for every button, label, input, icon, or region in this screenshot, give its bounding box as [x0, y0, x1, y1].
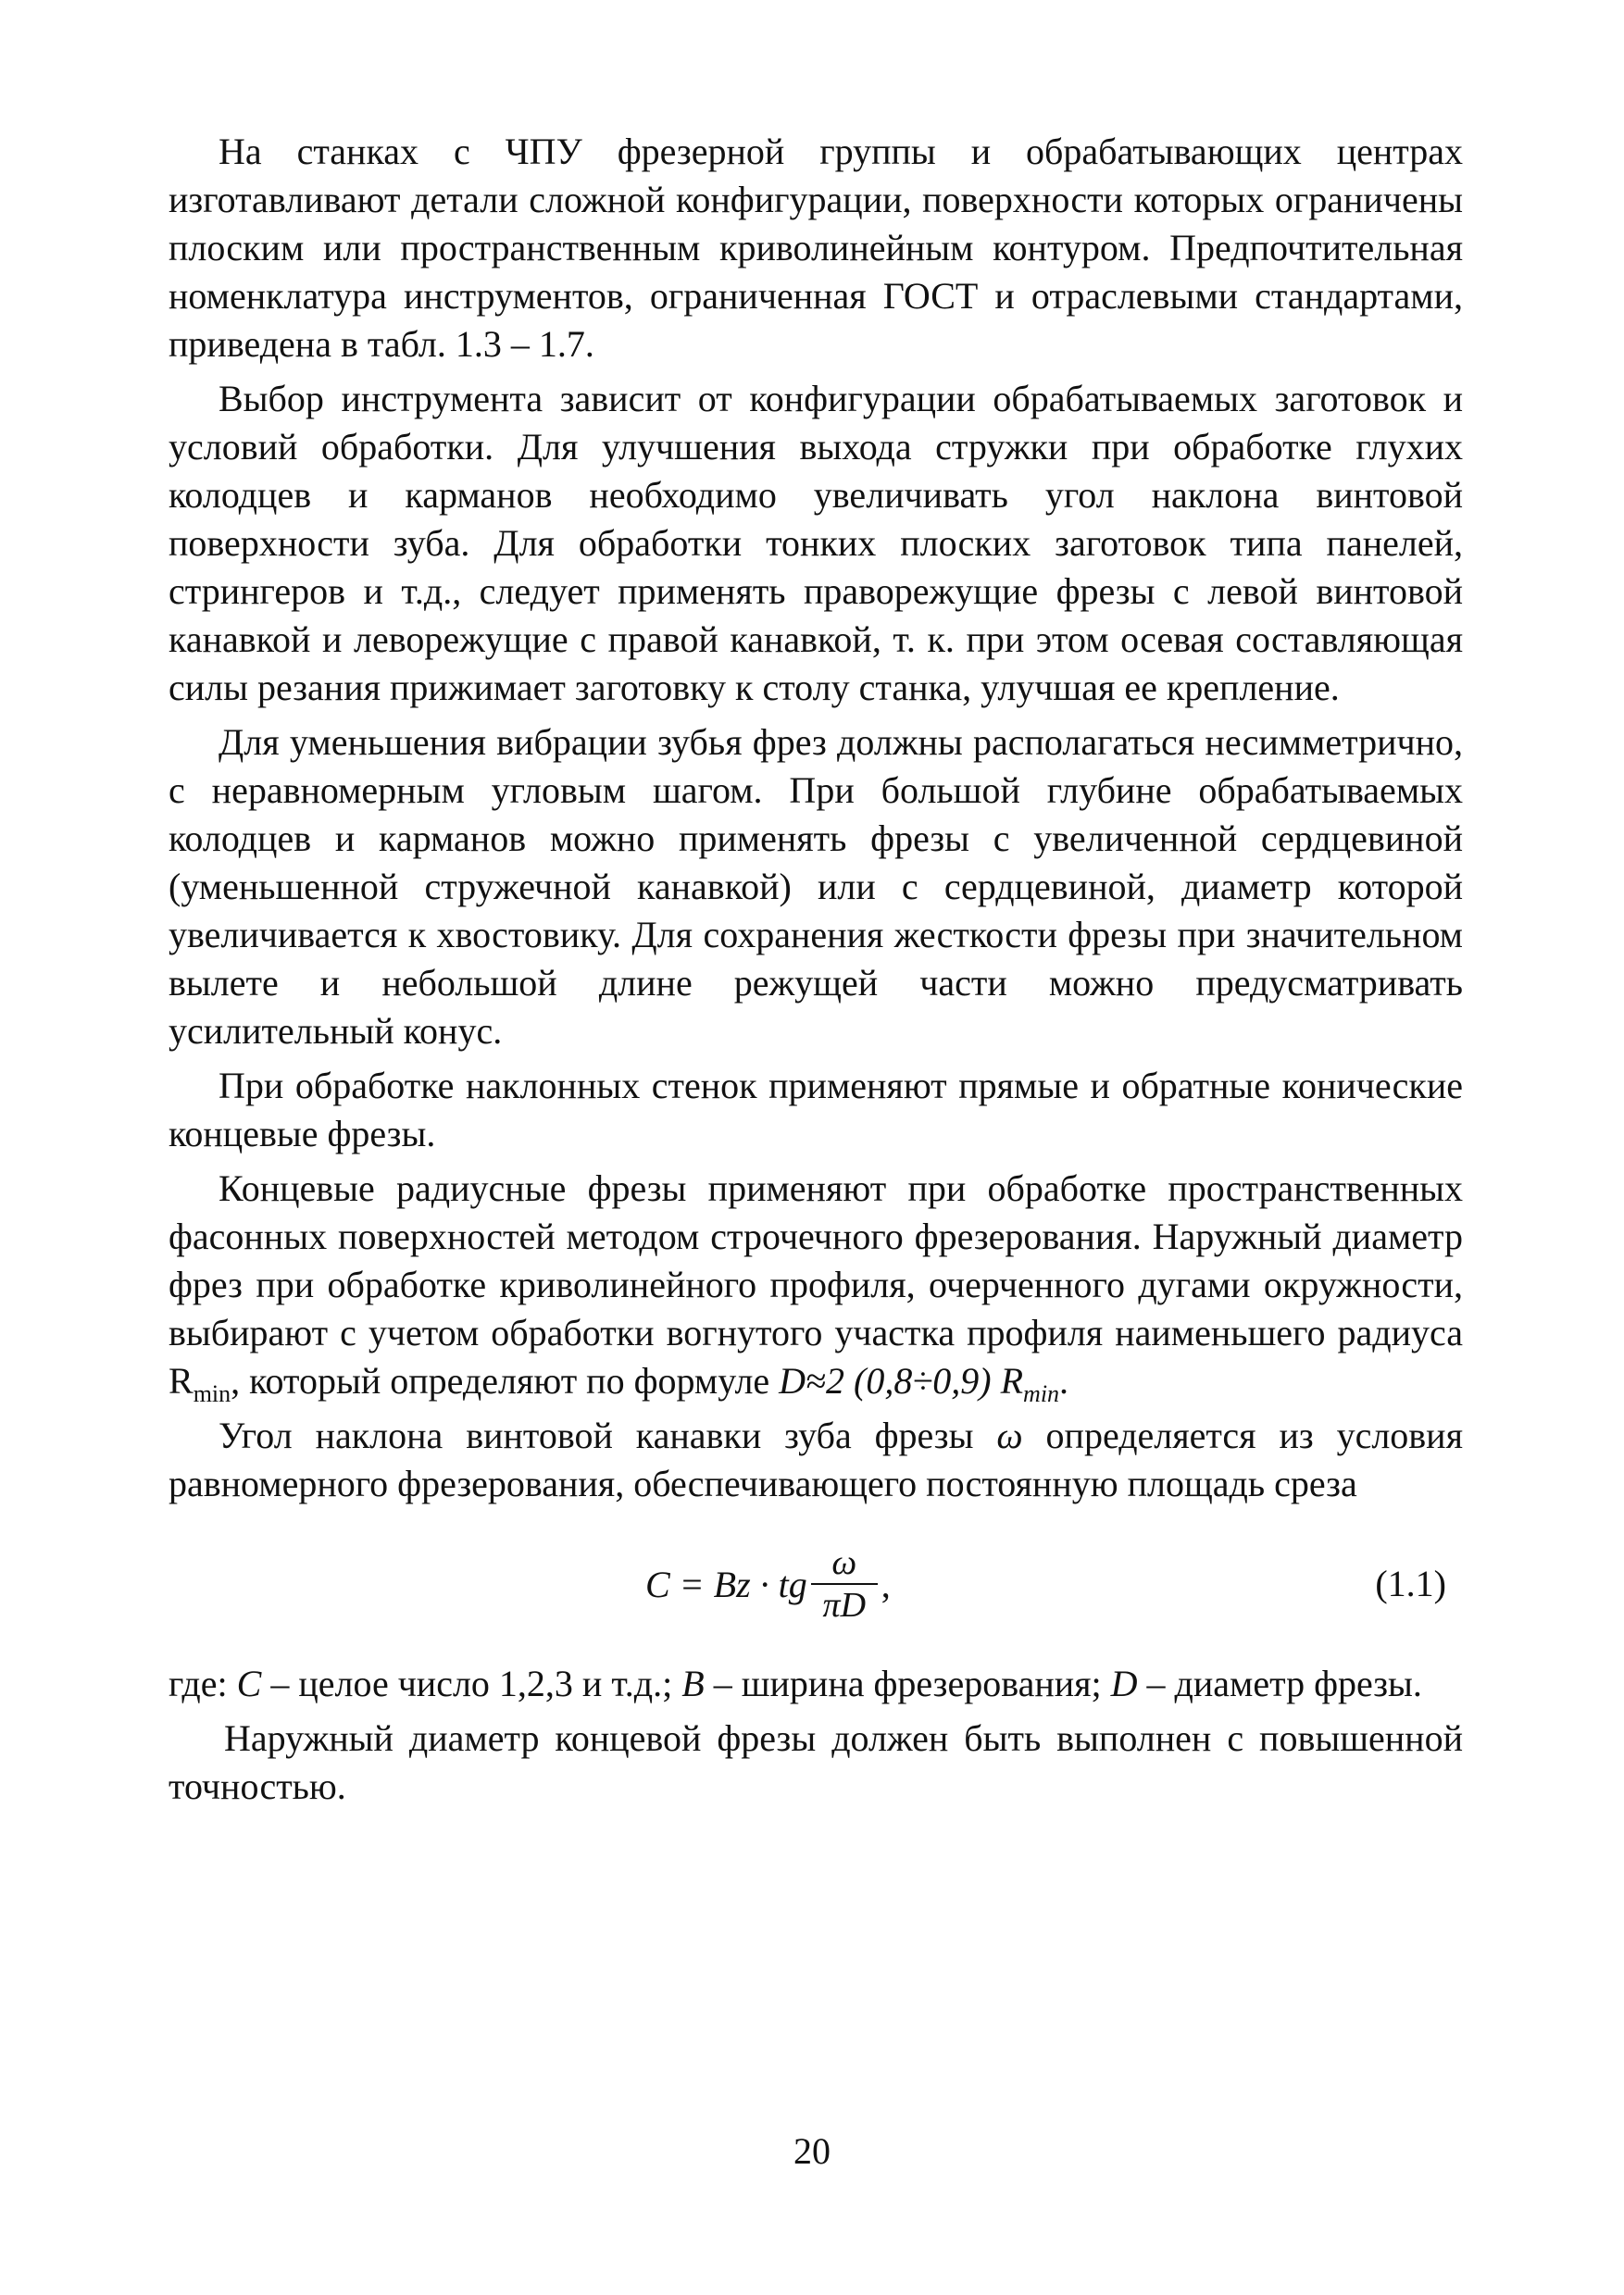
- radius-text-end: .: [1059, 1360, 1069, 1402]
- rmin-subscript: min: [193, 1380, 231, 1407]
- fraction-numerator: ω: [831, 1543, 857, 1582]
- body-text: [169, 128, 1463, 1817]
- equation-trailing: ,: [881, 1563, 891, 1605]
- paragraph-precision: Наружный диаметр концевой фрезы должен быть выполнен с повышенной точностью.: [169, 1717, 1463, 1807]
- helix-text-start: Угол наклона винтовой канавки зуба фрезы: [219, 1415, 997, 1456]
- page-number: 20: [793, 2130, 831, 2172]
- where-text-1: – целое число 1,2,3 и т.д.;: [261, 1663, 682, 1704]
- where-text-2: – ширина фрезерования;: [704, 1663, 1111, 1704]
- var-d: D: [1110, 1663, 1138, 1704]
- paragraph-where: где: C – целое число 1,2,3 и т.д.; B – ширина фрезерования; D – диаметр фрезы.: [169, 1663, 1422, 1704]
- paragraph-inclined-walls: При обработке наклонных стенок применяют прямые и обратные конические концевые фрезы.: [169, 1065, 1463, 1154]
- paragraph-vibration: Для уменьшения вибрации зубья фрез должны располагаться несимметрично, с неравномерным угловым шагом. При большой глубине обрабатываемых колодцев и карманов можно применять фрезы с увеличенной сердцевиной (уменьшенной стружечной канавкой) или с сердцевиной, диаметр которой увеличивается к хвостовику. Для сохранения жесткости фрезы при значительном вылете и небольшой длине режущей части можно предусматривать усилительный конус.: [169, 721, 1463, 1052]
- paragraph-tool-selection: Выбор инструмента зависит от конфигурации обрабатываемых заготовок и условий обработки. Для улучшения выхода стружки при обработке глухих колодцев и карманов необходимо увеличивать угол наклона винтовой поверхности зуба. Для обработки тонких плоских заготовок типа панелей, стрингеров и т.д., следует применять праворежущие фрезы с левой винтовой канавкой и леворежущие с правой канавкой, т. к. при этом осевая составляющая силы резания прижимает заготовку к столу станка, улучшая ее крепление.: [169, 378, 1463, 708]
- equation-block: [169, 1525, 1463, 1643]
- var-c: C: [236, 1663, 262, 1704]
- equation-number: (1.1): [1375, 1563, 1446, 1604]
- paragraph-intro: На станках с ЧПУ фрезерной группы и обрабатывающих центрах изготавливают детали сложной конфигурации, поверхности которых ограничены плоским или пространственным криволинейным контуром. Предпочтительная номенклатура инструментов, ограниченная ГОСТ и отраслевыми стандартами, приведена в табл. 1.3 – 1.7.: [169, 131, 1463, 365]
- radius-text-mid: , который определяют по формуле: [231, 1360, 780, 1402]
- var-b: B: [681, 1663, 705, 1704]
- equation: [645, 1525, 891, 1643]
- paragraph-helix-angle: [169, 1412, 1463, 1508]
- radius-text: Концевые радиусные фрезы применяют при обработке пространственных фасонных поверхностей методом строчечного фрезерования. Наружный диаметр фрез при обработке криволинейного профиля, очерченного дугами окружности, выбирают с учетом обработки вогнутого участка профиля наименьшего радиуса R: [169, 1167, 1463, 1402]
- fraction-denominator: πD: [822, 1586, 867, 1625]
- where-text-3: – диаметр фрезы.: [1137, 1663, 1422, 1704]
- formula-subscript: min: [1023, 1380, 1060, 1407]
- diameter-formula: D≈2 (0,8÷0,9) R: [779, 1360, 1024, 1402]
- equation-fraction: [811, 1542, 878, 1626]
- equation-lhs: C = Bz · tg: [645, 1563, 807, 1605]
- paragraph-radius-cutters: [169, 1165, 1463, 1405]
- omega-symbol: ω: [996, 1415, 1023, 1456]
- helix-text-end: определяется из условия равномерного фрезерования, обеспечивающего постоянную площадь среза: [169, 1415, 1463, 1504]
